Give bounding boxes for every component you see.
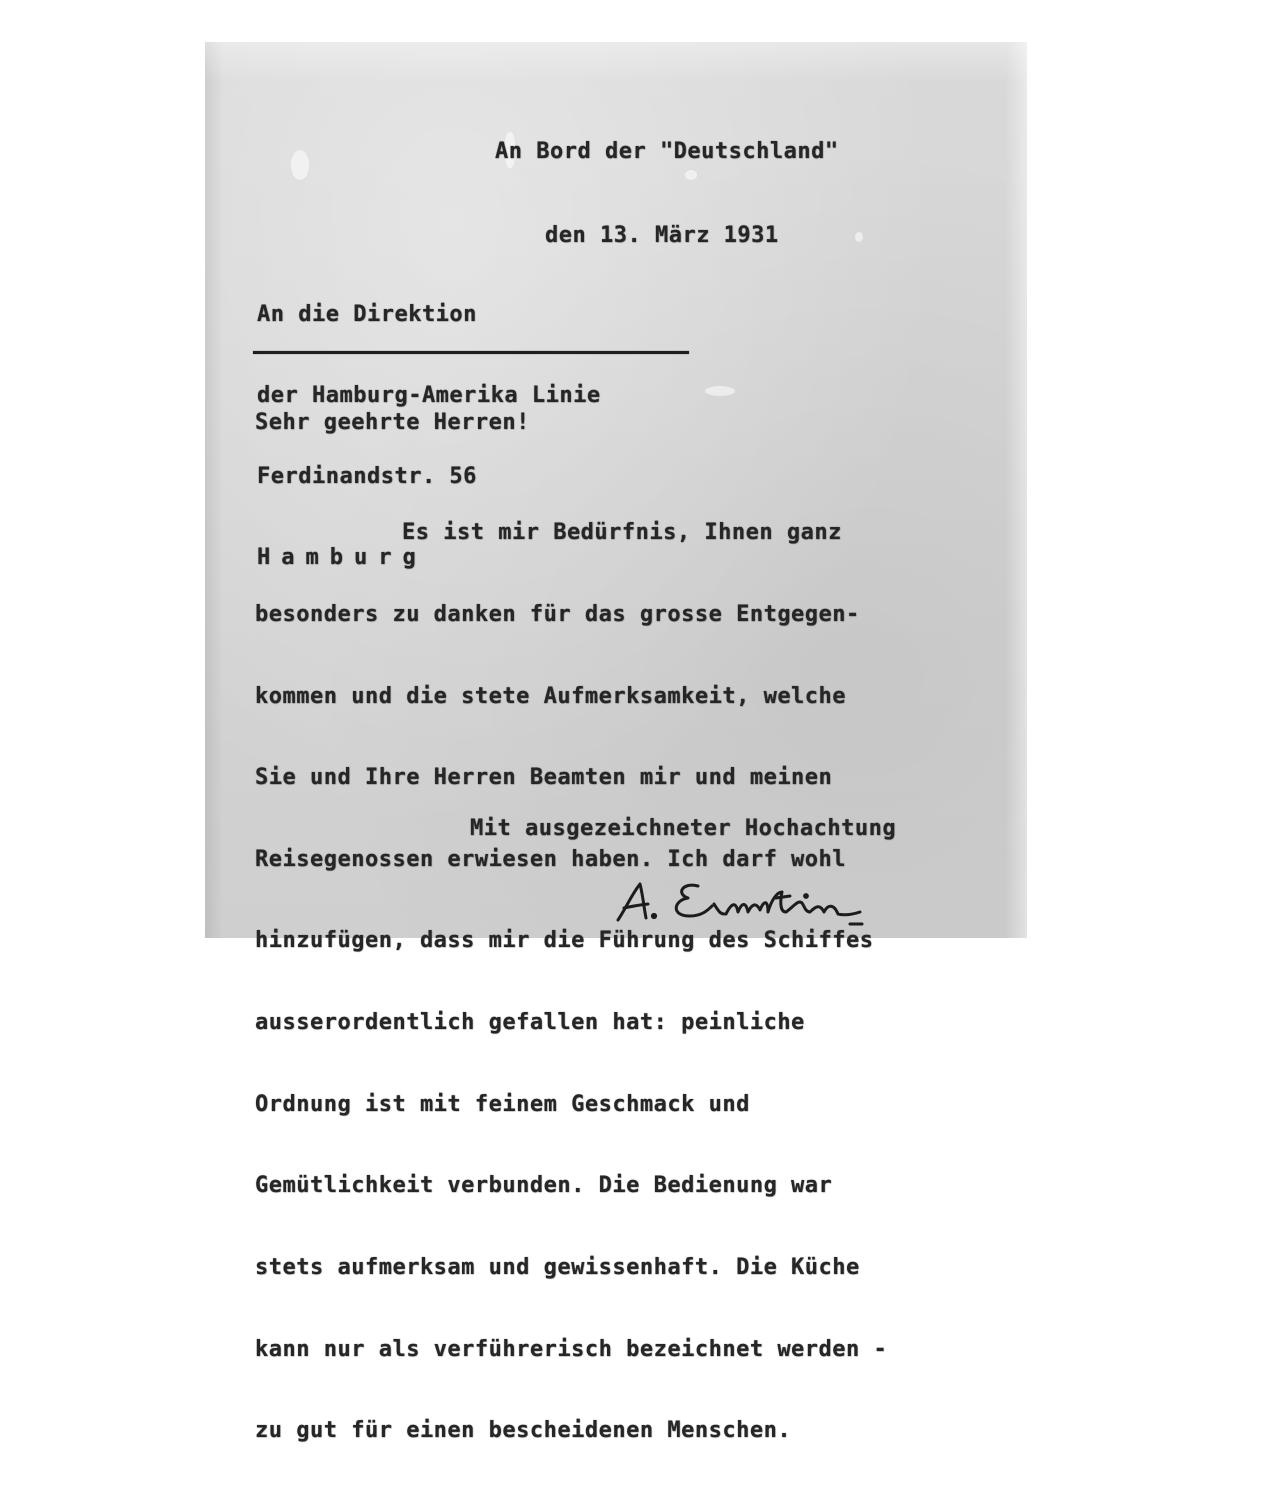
body-line: Sie und Ihre Herren Beamten mir und meinen [255,765,833,791]
handwritten-signature [610,872,870,932]
body-line: hinzufügen, dass mir die Führung des Schiffes [255,928,874,954]
letter-sheet [205,42,1027,1444]
recipient-line-3: Ferdinandstr. 56 [257,464,477,489]
body-line: Es ist mir Bedürfnis, Ihnen ganz [402,520,842,546]
body-line: zu gut für einen bescheidenen Menschen. [255,1418,792,1444]
sheet-highlight-right [1005,42,1027,938]
body-line: ausserordentlich gefallen hat: peinliche [255,1010,805,1036]
body-line: Ordnung ist mit feinem Geschmack und [255,1091,750,1117]
signature-drawing [610,872,870,932]
recipient-line-2: der Hamburg-Amerika Linie [257,383,601,408]
address-underline [253,351,689,354]
letter-body [255,465,887,1499]
body-line: stets aufmerksam und gewissenhaft. Die Küche [255,1254,860,1280]
recipient-city: Hamburg [257,545,427,570]
sheet-shadow-left [205,42,223,938]
salutation: Sehr geehrte Herren! [255,410,530,435]
paper-speck [705,386,735,396]
sheet-highlight-top [205,42,1027,82]
recipient-line-1: An die Direktion [257,302,477,327]
body-line: besonders zu danken für das grosse Entgegen- [255,602,860,628]
dateline-ship: An Bord der "Deutschland" [495,139,839,164]
body-line: kommen und die stete Aufmerksamkeit, welche [255,683,847,709]
dateline-date: den 13. März 1931 [545,223,779,248]
body-line: Reisegenossen erwiesen haben. Ich darf wohl [255,846,847,872]
paper-speck [855,232,863,242]
closing: Mit ausgezeichneter Hochachtung [470,816,897,841]
paper-speck [291,150,309,180]
body-line: Gemütlichkeit verbunden. Die Bedienung war [255,1173,833,1199]
body-line: kann nur als verführerisch bezeichnet werden - [255,1336,888,1362]
